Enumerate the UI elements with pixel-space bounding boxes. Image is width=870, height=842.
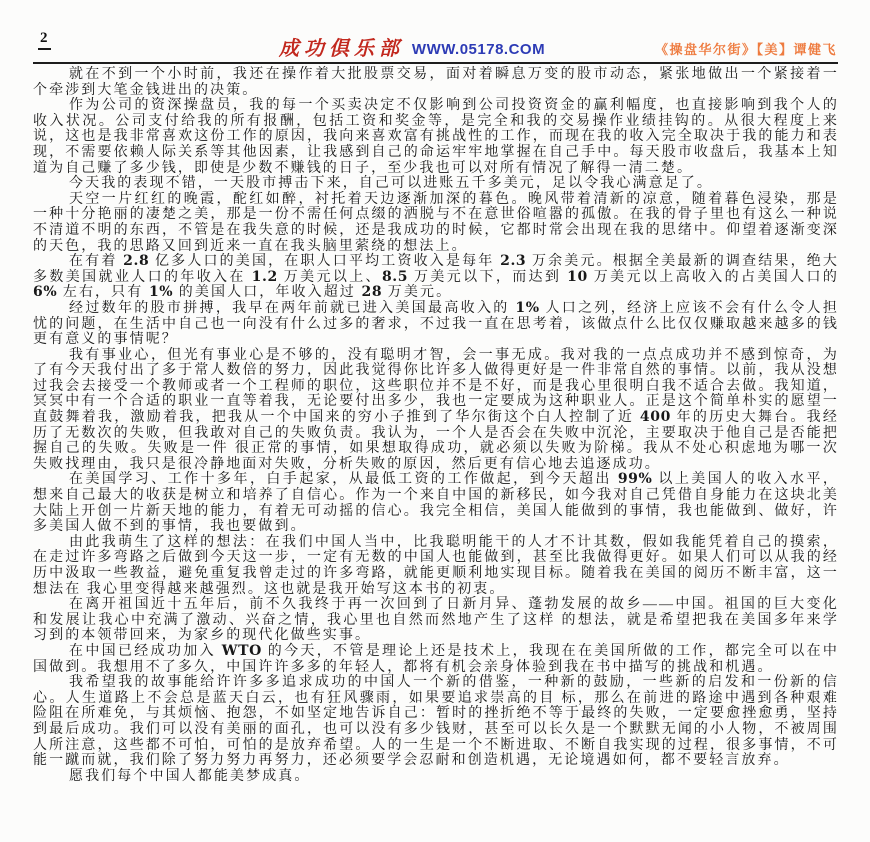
paragraph-text: 由此我萌生了这样的想法：在我们中国人当中，比我聪明能干的人才不计其数，假如我能凭着自己的摸索，在走过许多弯路之后做到今天这一步，一定有无数的中国人也能做到，甚至比我做得更好。如果人们可以从我的经历中汲取一些教益，避免重复我曾走过的许多弯路，就能更顺利地实现目标。随着我在美国的阅历不断丰富，这一想法在 我心里变得越来越强烈。这也就是我开始写这本书的初衷。 <box>33 534 839 597</box>
paragraph-text: 作为公司的资深操盘员，我的每一个买卖决定不仅影响到公司投资资金的赢利幅度，也直接影响到我个人的收入状况。公司支付给我的所有报酬，包括工资和奖金等，是完全和我的交易操作业绩挂钩的。从很大程度上来说，这也是我非常喜欢这份工作的原因，我向来喜欢富有挑战性的工作，而现在我的收入完全取决于我的能力和表现，不需要依赖人际关系等其他因素，让我感到自己的命运牢牢地掌握在自己手中。每天股市收盘后，我基本上知道为自己赚了多少钱，即使是少数不赚钱的日子，至少我也可以对所有情况了解得一清二楚。 <box>33 98 839 176</box>
paragraph <box>33 301 839 348</box>
paragraph <box>33 769 839 785</box>
paragraph-text: 万余美元。根据全美最新的调查结果，绝大多数美国就业人口的年收入在 <box>33 254 839 285</box>
paragraph <box>33 675 839 769</box>
bold-number: 99% <box>617 471 653 488</box>
paragraph-text: 万美元以上、 <box>277 269 382 285</box>
bold-number: 400 <box>639 409 671 426</box>
paragraph-text: 在美国学习、工作十多年，白手起家，从最低工资的工作做起，到今天超出 <box>69 472 618 488</box>
paragraph-text: 今天我的表现不错，一天股市搏击下来，自己可以进账五千多美元，足以令我心满意足了。 <box>69 176 713 192</box>
bold-number: 2.3 <box>500 253 527 270</box>
paragraph-text: 万美元以上高收入的占美国人口的 <box>587 269 839 285</box>
paragraph <box>33 176 839 192</box>
bold-number: 2.8 <box>123 253 150 270</box>
bold-number: 8.5 <box>381 268 409 285</box>
paragraph-text: 我希望我的故事能给许许多多追求成功的中国人一个新的借鉴，一种新的鼓励，一些新的启发和一份新的信心。人生道路上不会总是蓝天白云，也有狂风骤雨，如果要追求崇高的目 标，那么在前进的路途中遇到各种艰难险阻在所难免，与其烦恼、抱怨，不如坚定地告诉自己：暂时的挫折绝不等于最终的失败，一定要愈挫愈勇，坚持到最后成功。我们可以没有美丽的面孔，也可以没有多少钱财，甚至可以长久是一个默默无闻的小人物，不被周围人所注意，这些都不可怕，可怕的是放弃希望。人的一生是一个不断进取、不断自我实现的过程，很多事情，不可能一蹴而就，我们除了努力努力再努力，还必须要学会忍耐和创造机遇，无论境遇如何，都不要轻言放弃。 <box>33 675 839 769</box>
paragraph-text: 就在不到一个小时前，我还在操作着大批股票交易，面对着瞬息万变的股市动态，紧张地做出一个紧接着一个牵涉到大笔金钱进出的决策。 <box>33 67 839 98</box>
paragraph <box>33 597 839 644</box>
paragraph <box>33 472 839 534</box>
paragraph-text: 亿多人口的美国，在职人口平均工资收入是每年 <box>149 254 501 270</box>
paragraph-text: 以上美国人的收入水平，想来自己最大的收获是树立和培养了自信心。作为一个来自中国的新移民，如今我对自己凭借自身能力在这块北美大陆上开创一片新天地的能力，有着无可动摇的信心。我完全相信，美国人能做到的事情，我也能做到、做好，许多美国人做不到的事情，我也要做到。 <box>33 472 839 535</box>
bold-number: 1.2 <box>251 268 278 285</box>
paragraph-text: 的今天，不管是理论上还是技术上，我现在在美国所做的工作，都完全可以在中国做到。我想用不了多久，中国许许多多的年轻人，都将有机会亲身体验到我在书中描写的挑战和机遇。 <box>33 643 839 675</box>
paragraph <box>33 348 839 473</box>
page-number: 2 <box>38 30 51 50</box>
bold-number: 28 <box>361 284 383 301</box>
paragraph <box>33 254 839 301</box>
paragraph-text: 的美国人口，年收入超过 <box>173 285 362 301</box>
paragraph-text: 愿我们每个中国人都能美梦成真。 <box>69 768 311 784</box>
paragraph-text: 万美元。 <box>382 285 453 301</box>
paragraph-text: 天空一片红红的晚霞，酡红如醉，衬托着天边逐渐加深的暮色。晚风带着清新的凉意，随着暮色浸染，那是一种十分艳丽的凄楚之美，那是一份不需任何点缀的洒脱与不在意世俗喧嚣的孤傲。在我的骨子里也有这么一种说不清道不明的东西，不管是在我失意的时候，还是我成功的时候，它都时常会出现在我的思绪中。仰望着逐渐变深的天色，我的思路又回到近来一直在我头脑里萦绕的想法上。 <box>33 191 839 254</box>
bold-number: 1% <box>148 284 174 301</box>
paragraph-text: 年的历史大舞台。我经历了无数次的失败，但我敢对自己的失败负责。我认为，一个人是否会在失败中沉沦，主要取决于他自己是否能把握自己的失败。失败是一件 很正常的事情，如果想取得成功，就必须以失败为阶梯。我从不处心积虑地为哪一次失败找理由，我只是很冷静地面对失败，分析失败的原因，然后更有信心地去追逐成功。 <box>33 410 839 472</box>
paragraph <box>33 192 839 254</box>
paragraph-text: 万美元以下，而达到 <box>408 269 568 285</box>
bold-number: 6% <box>33 284 58 301</box>
document-body <box>33 67 839 784</box>
paragraph-text: 我有事业心，但光有事业心是不够的，没有聪明才智，会一事无成。我对我的一点点成功并不感到惊奇，为了有今天我付出了多于常人数倍的努力，因此我觉得你比许多人做得更好是一件非常自然的事情。以前，我从没想过我会去接受一个教师或者一个工程师的职位，这些职位并不是不好，而是我心里很明白我不适合去做。我知道，冥冥中有一个合适的职业一直等着我，无论要付出多少，我也一定要成为这种职业人。正是这个简单朴实的愿望一直鼓舞着我，激励着我，把我从一个中国来的穷小子推到了华尔街这个白人控制了近 <box>33 347 839 426</box>
paragraph <box>33 98 839 176</box>
header-divider <box>33 62 838 64</box>
paragraph <box>33 535 839 597</box>
bold-number: 1% <box>515 299 540 316</box>
paragraph-text: 左右，只有 <box>57 285 149 301</box>
bold-number: 10 <box>567 268 588 285</box>
site-logo-text: 成功俱乐部 <box>278 38 404 60</box>
paragraph <box>33 644 839 675</box>
bold-number: WTO <box>221 642 262 659</box>
paragraph-text: 经过数年的股市拼搏，我早在两年前就已进入美国最高收入的 <box>69 300 516 316</box>
paragraph-text: 在中国已经成功加入 <box>69 643 222 659</box>
book-title: 《操盘华尔街》【美】谭健飞 <box>654 42 837 57</box>
site-url-text: WWW.05178.COM <box>411 41 546 58</box>
paragraph-text: 在离开祖国近十五年后，前不久我终于再一次回到了日新月异、蓬勃发展的故乡——中国。祖国的巨大变化和发展让我心中充满了激动、兴奋之情，我心里也自然而然地产生了这样 的想法，就是希望把我在美国多年来学习到的本领带回来，为家乡的现代化做些实事。 <box>33 597 839 644</box>
paragraph-text: 在有着 <box>69 254 124 270</box>
paragraph <box>33 67 839 98</box>
paragraph-text: 人口之列，经济上应该不会有什么令人担忧的问题，在生活中自己也一向没有什么过多的奢求，不过我一直在思考着，该做点什么比仅仅赚取越来越多的钱更有意义的事情呢？ <box>33 300 839 348</box>
